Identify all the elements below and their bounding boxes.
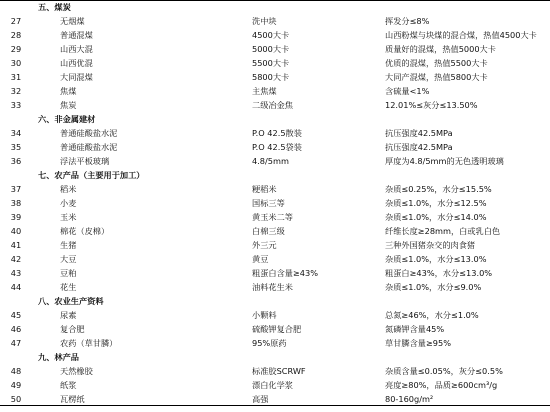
quality-standard: 杂质≤1.0%，水分≤14.0% xyxy=(385,212,487,222)
quality-standard xyxy=(385,294,550,308)
row-number: 43 xyxy=(10,268,22,278)
row-number xyxy=(0,0,32,14)
quality-standard: 杂质≤1.0%，水分≤12.5% xyxy=(385,198,487,208)
product-spec: 国标三等 xyxy=(252,198,285,208)
section-header-row xyxy=(0,294,550,308)
quality-standard: 挥发分≤8% xyxy=(385,16,430,26)
row-number xyxy=(0,112,32,126)
quality-standard: 草甘膦含量≥95% xyxy=(385,338,451,348)
product-spec xyxy=(252,168,380,182)
quality-standard: 优质的混煤，热值5500大卡 xyxy=(385,58,488,68)
table-row xyxy=(0,98,550,112)
quality-standard xyxy=(385,350,550,364)
row-number: 48 xyxy=(10,366,22,376)
section-header-row xyxy=(0,112,550,126)
product-spec: 白棉三级 xyxy=(252,226,285,236)
product-name: 大同混煤 xyxy=(60,72,93,82)
product-spec: 4500大卡 xyxy=(252,30,290,40)
table-row xyxy=(0,28,550,42)
product-name: 纸浆 xyxy=(60,380,77,390)
product-spec: 4.8/5mm xyxy=(252,156,289,166)
row-number: 31 xyxy=(10,72,22,82)
row-number: 36 xyxy=(10,156,22,166)
product-name: 普通硅酸盐水泥 xyxy=(60,142,118,152)
table-row xyxy=(0,140,550,154)
product-name: 九、林产品 xyxy=(38,352,79,362)
table-row xyxy=(0,238,550,252)
product-spec: 95%原药 xyxy=(252,338,287,348)
row-number xyxy=(0,350,32,364)
table-top-rule xyxy=(0,0,550,1)
table-row xyxy=(0,378,550,392)
product-spec xyxy=(252,0,380,14)
quality-standard: 粗蛋白≥43%，水分≤13.0% xyxy=(385,268,493,278)
row-number: 29 xyxy=(10,44,22,54)
table-row xyxy=(0,154,550,168)
table-row xyxy=(0,364,550,378)
product-name: 七、农产品（主要用于加工） xyxy=(38,170,145,180)
product-spec: 标准胶SCRWF xyxy=(252,366,306,376)
quality-standard: 质量好的混煤，热值5000大卡 xyxy=(385,44,496,54)
row-number: 32 xyxy=(10,86,22,96)
product-name: 六、非金属建材 xyxy=(38,114,96,124)
row-number: 45 xyxy=(10,310,22,320)
product-name: 豆粕 xyxy=(60,268,77,278)
product-spec: 漂白化学浆 xyxy=(252,380,293,390)
row-number: 30 xyxy=(10,58,22,68)
product-name: 无烟煤 xyxy=(60,16,85,26)
row-number: 33 xyxy=(10,100,22,110)
table-row xyxy=(0,196,550,210)
table-row xyxy=(0,266,550,280)
product-name: 普通混煤 xyxy=(60,30,93,40)
quality-standard: 杂质≤1.0%，水分≤9.0% xyxy=(385,282,482,292)
quality-standard xyxy=(385,0,550,14)
product-name: 瓦楞纸 xyxy=(60,394,85,404)
product-name: 复合肥 xyxy=(60,324,85,334)
product-name: 小麦 xyxy=(60,198,77,208)
product-name: 稻米 xyxy=(60,184,77,194)
quality-standard: 总氮≥46%，水分≤1.0% xyxy=(385,310,479,320)
section-header-row xyxy=(0,350,550,364)
product-spec xyxy=(252,112,380,126)
table-row xyxy=(0,126,550,140)
product-name: 大豆 xyxy=(60,254,77,264)
product-spec: 二级冶金焦 xyxy=(252,100,293,110)
product-spec: 黄玉米二等 xyxy=(252,212,293,222)
table-row xyxy=(0,336,550,350)
table-row xyxy=(0,280,550,294)
table-row xyxy=(0,182,550,196)
quality-standard: 杂质≤0.25%，水分≤15.5% xyxy=(385,184,492,194)
row-number: 44 xyxy=(10,282,22,292)
quality-standard: 12.01%≤灰分≤13.50% xyxy=(385,100,478,110)
product-name: 五、煤炭 xyxy=(38,2,71,12)
product-spec: 小颗料 xyxy=(252,310,277,320)
product-spec: P.O 42.5散装 xyxy=(252,128,302,138)
table-row xyxy=(0,210,550,224)
table-row xyxy=(0,14,550,28)
row-number: 40 xyxy=(10,226,22,236)
product-name: 浮法平板玻璃 xyxy=(60,156,110,166)
product-spec: P.O 42.5袋装 xyxy=(252,142,302,152)
section-header-row xyxy=(0,0,550,14)
section-header-row xyxy=(0,168,550,182)
product-name: 花生 xyxy=(60,282,77,292)
quality-standard: 厚度为4.8/5mm的无色透明玻璃 xyxy=(385,156,504,166)
table-row xyxy=(0,392,550,406)
row-number: 37 xyxy=(10,184,22,194)
row-number xyxy=(0,294,32,308)
table-bottom-rule xyxy=(0,405,550,406)
table-row xyxy=(0,42,550,56)
row-number: 27 xyxy=(10,16,22,26)
product-spec: 油料花生米 xyxy=(252,282,293,292)
row-number: 38 xyxy=(10,198,22,208)
table-row xyxy=(0,70,550,84)
product-spec: 高强 xyxy=(252,394,269,404)
product-spec: 洗中块 xyxy=(252,16,277,26)
product-name: 八、农业生产资料 xyxy=(38,296,104,306)
row-number: 41 xyxy=(10,240,22,250)
row-number: 49 xyxy=(10,380,22,390)
product-spec: 5500大卡 xyxy=(252,58,290,68)
product-name: 天然橡胶 xyxy=(60,366,93,376)
product-spec: 主焦煤 xyxy=(252,86,277,96)
quality-standard: 含硫量<1% xyxy=(385,86,430,96)
table-row xyxy=(0,84,550,98)
product-name: 尿素 xyxy=(60,310,77,320)
row-number: 28 xyxy=(10,30,22,40)
product-name: 焦煤 xyxy=(60,86,77,96)
product-spec: 外三元 xyxy=(252,240,277,250)
row-number: 50 xyxy=(10,394,22,404)
quality-standard: 氮磷钾含量45% xyxy=(385,324,445,334)
quality-standard: 80-160g/m² xyxy=(385,394,434,404)
product-spec: 粗蛋白含量≥43% xyxy=(252,268,318,278)
quality-standard: 杂质含量≤0.05%，灰分≤0.5% xyxy=(385,366,503,376)
quality-standard: 亮度≥80%，品质≥600cm³/g xyxy=(385,380,498,390)
product-name: 普通硅酸盐水泥 xyxy=(60,128,118,138)
quality-standard: 三种外国猪杂交的肉食猪 xyxy=(385,240,476,250)
product-name: 农药（草甘膦） xyxy=(60,338,118,348)
quality-standard xyxy=(385,112,550,126)
product-spec: 5800大卡 xyxy=(252,72,290,82)
table-row xyxy=(0,56,550,70)
product-spec: 5000大卡 xyxy=(252,44,290,54)
quality-standard xyxy=(385,168,550,182)
product-name: 生猪 xyxy=(60,240,77,250)
row-number: 34 xyxy=(10,128,22,138)
product-name: 山西大混 xyxy=(60,44,93,54)
product-spec: 黄豆 xyxy=(252,254,269,264)
product-name: 玉米 xyxy=(60,212,77,222)
row-number: 42 xyxy=(10,254,22,264)
product-name: 焦炭 xyxy=(60,100,77,110)
table-row xyxy=(0,308,550,322)
row-number: 47 xyxy=(10,338,22,348)
product-name: 山西优混 xyxy=(60,58,93,68)
table-row xyxy=(0,252,550,266)
product-spec: 粳稻米 xyxy=(252,184,277,194)
quality-standard: 抗压强度42.5MPa xyxy=(385,128,453,138)
table-row xyxy=(0,224,550,238)
quality-standard: 纤维长度≥28mm，白或乳白色 xyxy=(385,226,501,236)
row-number: 35 xyxy=(10,142,22,152)
product-spec: 硫酸钾复合肥 xyxy=(252,324,302,334)
product-spec xyxy=(252,294,380,308)
quality-standard: 大同产混煤，热值5800大卡 xyxy=(385,72,488,82)
product-spec xyxy=(252,350,380,364)
row-number: 46 xyxy=(10,324,22,334)
row-number: 39 xyxy=(10,212,22,222)
row-number xyxy=(0,168,32,182)
product-name: 棉花（皮棉） xyxy=(60,226,110,236)
table-row xyxy=(0,322,550,336)
quality-standard: 杂质≤1.0%，水分≤13.0% xyxy=(385,254,487,264)
quality-standard: 抗压强度42.5MPa xyxy=(385,142,453,152)
quality-standard: 山西粉煤与块煤的混合煤，热值4500大卡 xyxy=(385,30,537,40)
